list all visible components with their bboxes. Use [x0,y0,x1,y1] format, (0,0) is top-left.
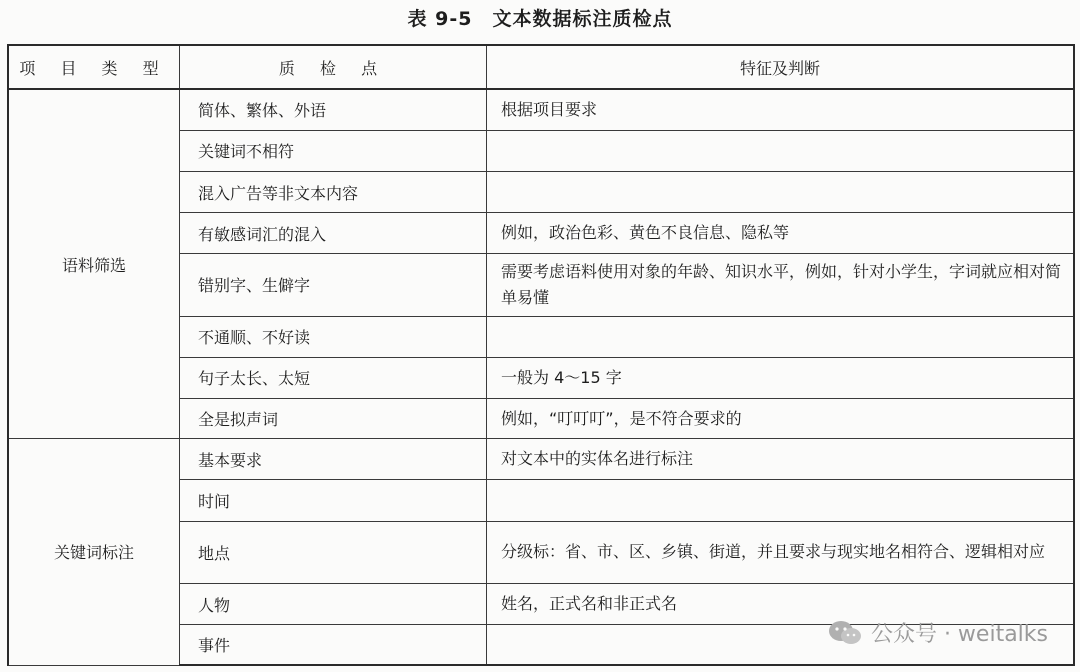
feature-cell: 姓名，正式名和非正式名 [487,583,1075,624]
feature-cell: 需要考虑语料使用对象的年龄、知识水平，例如，针对小学生，字词就应相对简单易懂 [487,254,1075,316]
feature-cell [487,480,1075,521]
header-feature: 特征及判断 [487,45,1075,89]
feature-cell: 分级标：省、市、区、乡镇、街道，并且要求与现实地名相符合、逻辑相对应 [487,521,1075,583]
type-cell: 关键词标注 [8,439,180,665]
feature-cell: 例如，“叮叮叮”，是不符合要求的 [487,399,1075,439]
feature-cell: 一般为 4～15 字 [487,357,1075,398]
point-cell: 事件 [180,625,487,665]
point-cell: 有敏感词汇的混入 [180,213,487,254]
feature-cell: 例如，政治色彩、黄色不良信息、隐私等 [487,213,1075,254]
watermark-text: 公众号 · weitalks [870,622,1048,647]
point-cell: 不通顺、不好读 [180,316,487,357]
point-cell: 时间 [180,480,487,521]
quality-check-table [7,44,1075,666]
feature-cell [487,171,1075,212]
point-cell: 基本要求 [180,439,487,480]
point-cell: 关键词不相符 [180,130,487,171]
wechat-icon [827,619,863,647]
point-cell: 混入广告等非文本内容 [180,171,487,212]
feature-cell: 根据项目要求 [487,89,1075,130]
header-point: 质 检 点 [180,45,487,89]
point-cell: 全是拟声词 [180,399,487,439]
table-row [8,439,1074,480]
type-cell: 语料筛选 [8,89,180,439]
table-title: 表 9-5 文本数据标注质检点 [407,8,673,30]
header-type: 项 目 类 型 [8,45,180,89]
point-cell: 简体、繁体、外语 [180,89,487,130]
point-cell: 错别字、生僻字 [180,254,487,316]
table-row [8,89,1074,130]
point-cell: 句子太长、太短 [180,357,487,398]
feature-cell: 对文本中的实体名进行标注 [487,439,1075,480]
feature-cell [487,130,1075,171]
point-cell: 人物 [180,583,487,624]
point-cell: 地点 [180,521,487,583]
watermark [827,617,1048,648]
feature-cell [487,316,1075,357]
